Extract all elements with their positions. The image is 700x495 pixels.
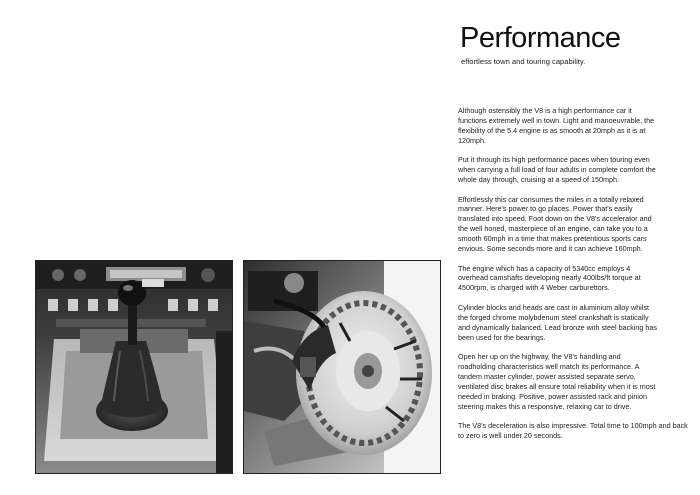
paragraph-handling: Open her up on the highway, the V8's handling and roadholding characteristics well match its performance. A tandem master cylinder, power assisted separate servo, ventilated disc brakes all ensure total reliability when it is most needed in braking. Positive, power assisted rack and pinion steering makes this a responsive, relaxing car to drive. [458, 352, 656, 411]
gear-lever-photo [35, 260, 233, 474]
paragraph-town: Although ostensibly the V8 is a high performance car it functions extremely well in town. Light and manoeuvrable, the flexibility of the 5.4 engine is as smooth at 20mph as it is at 120mph. [458, 106, 655, 145]
paragraph-engine: The engine which has a capacity of 5340cc employs 4 overhead camshafts developing nearly 400lbs/ft torque at 4500rpm, is charged with 4 Weber carburettors. [458, 263, 641, 293]
disc-brake-photo [243, 260, 441, 474]
body-text-column [458, 106, 688, 451]
paragraph-power: Effortlessly this car consumes the miles in a totally relaxed manner. Here's power to go places. Power that's easily translated into speed. Foot down on the V8's accelerator and the well honed, masterpiece of an engine, can take you to a smooth 60mph in a time that makes pretentious sports cars envious. Some seconds more and it can achieve 160mph. [458, 194, 652, 254]
gear-lever-illustration [36, 261, 232, 473]
page-subtitle: effortless town and touring capability. [461, 57, 586, 66]
page-title: Performance [460, 22, 621, 54]
paragraph-deceleration: The V8's deceleration is also impressive. Total time to 100mph and back to zero is well under 20 seconds. [458, 421, 688, 441]
disc-brake-illustration [244, 261, 440, 473]
paragraph-touring: Put it through its high performance paces when touring even when carrying a full load of four adults in complete comfort the whole day through, cruising at a speed of 150mph. [458, 155, 656, 185]
paragraph-cylinders: Cylinder blocks and heads are cast in aluminium alloy whilst the forged chrome molybdenum steel crankshaft is statically and dynamically balanced. Lead bronze with steel backing has been used for the bearings. [458, 302, 657, 342]
